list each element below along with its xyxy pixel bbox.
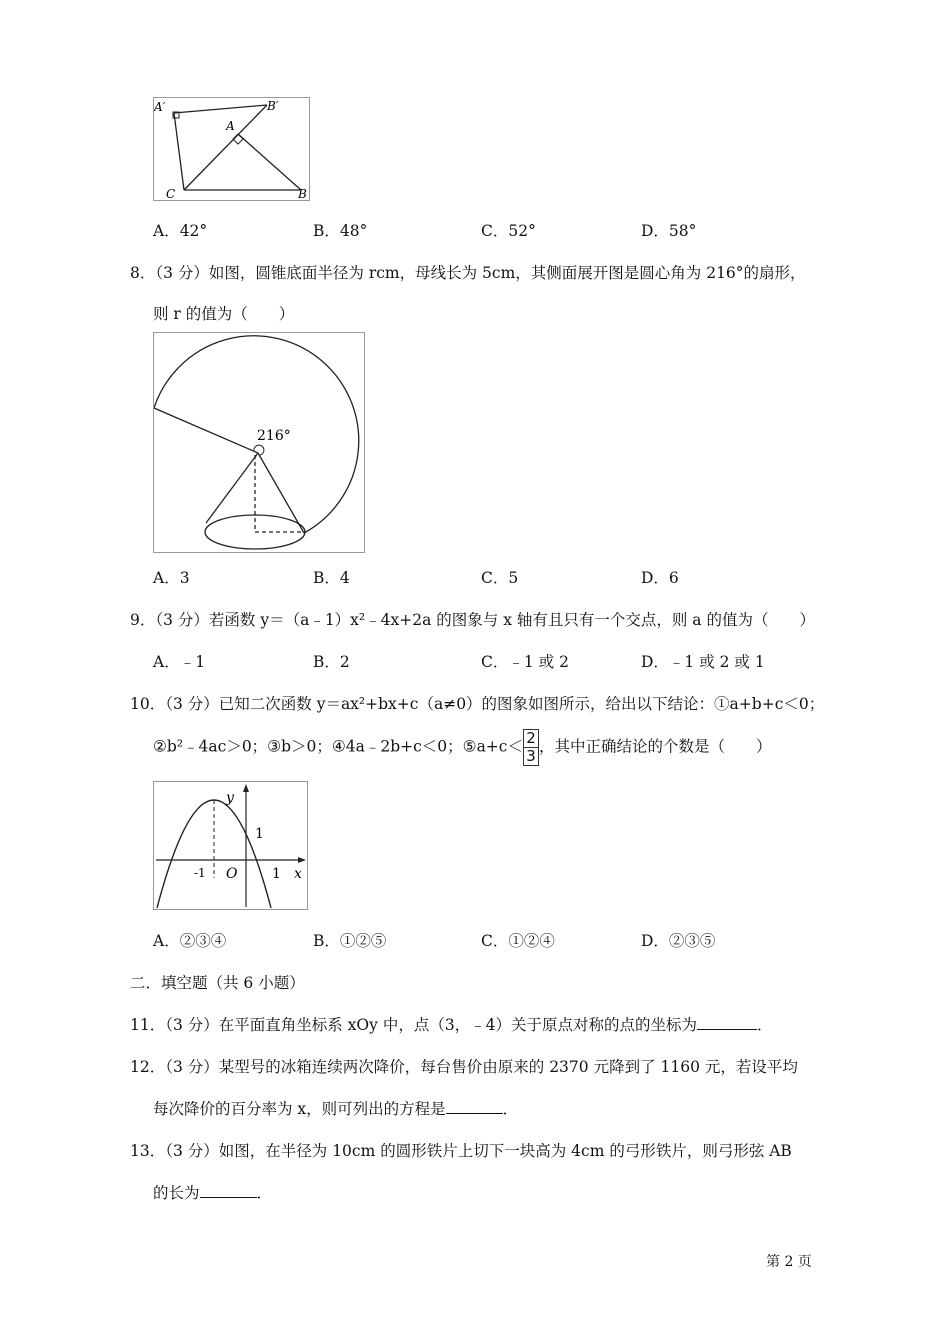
q12-line2 <box>153 1097 518 1119</box>
q8-option-d[interactable]: D．6 <box>641 569 679 587</box>
q10-option-b[interactable]: B．①②⑤ <box>313 932 387 950</box>
fraction-denominator: 3 <box>526 747 536 765</box>
axis-label-y: y <box>226 790 234 806</box>
triangle-diagram <box>154 98 309 200</box>
label-a: A <box>226 119 235 133</box>
q13-answer-blank[interactable] <box>200 1183 257 1198</box>
q11-text: 11．（3 分）在平面直角坐标系 xOy 中，点（3，﹣4）关于原点对称的点的坐标为 <box>130 1016 698 1034</box>
section-title: 二．填空题（共 6 小题） <box>130 974 305 992</box>
q13-end: ． <box>256 1184 273 1202</box>
q12-end: ． <box>502 1100 519 1118</box>
q13-line1: 13．（3 分）如图，在半径为 10cm 的圆形铁片上切下一块高为 4cm 的弓形铁片，则弓形弦 AB <box>130 1142 792 1160</box>
label-b: B <box>298 187 307 200</box>
cone-sector-diagram <box>154 333 364 552</box>
parabola-graph <box>154 782 307 909</box>
q10-figure <box>153 781 308 910</box>
origin-label: O <box>226 866 238 882</box>
q8-option-c[interactable]: C．5 <box>481 569 519 587</box>
tick-label-x1: 1 <box>272 866 281 882</box>
q7-option-c[interactable]: C．52° <box>481 222 536 240</box>
q9-option-c[interactable]: C．﹣1 或 2 <box>481 653 569 671</box>
label-a-prime: A′ <box>154 100 166 114</box>
axis-label-x: x <box>294 866 302 882</box>
q12-text: 每次降价的百分率为 x，则可列出的方程是 <box>153 1100 446 1118</box>
q9-option-b[interactable]: B．2 <box>313 653 350 671</box>
q8-option-a[interactable]: A．3 <box>153 569 190 587</box>
q9-line1: 9．（3 分）若函数 y＝（a﹣1）x²﹣4x+2a 的图象与 x 轴有且只有一个交点，则 a 的值为（ ） <box>130 611 815 629</box>
q10-line1: 10．（3 分）已知二次函数 y＝ax²+bx+c（a≠0）的图象如图所示，给出以下结论：①a+b+c＜0； <box>130 695 825 713</box>
fraction-numerator: 2 <box>524 730 538 748</box>
q8-option-b[interactable]: B．4 <box>313 569 350 587</box>
q10-line2-pre: ②b²﹣4ac＞0；③b＞0；④4a﹣2b+c＜0；⑤a+c＜ <box>153 737 523 756</box>
q10-option-c[interactable]: C．①②④ <box>481 932 555 950</box>
q7-option-b[interactable]: B．48° <box>313 222 368 240</box>
q10-line2-post: ，其中正确结论的个数是（ ） <box>538 737 772 756</box>
q8-line1: 8．（3 分）如图，圆锥底面半径为 rcm，母线长为 5cm，其侧面展开图是圆心角为 216°的扇形， <box>130 264 806 282</box>
q10-option-d[interactable]: D．②③⑤ <box>641 932 716 950</box>
fraction-two-thirds <box>523 729 539 766</box>
tick-label-y1: 1 <box>255 826 264 842</box>
label-c: C <box>166 187 176 200</box>
q12-answer-blank[interactable] <box>446 1099 503 1114</box>
q12-line1: 12．（3 分）某型号的冰箱连续两次降价，每台售价由原来的 2370 元降到了 1160 元，若设平均 <box>130 1058 798 1076</box>
q11-line1 <box>130 1013 773 1035</box>
q13-line2 <box>153 1181 272 1203</box>
q8-figure <box>153 332 365 553</box>
q13-text: 的长为 <box>153 1184 200 1202</box>
tick-label-neg1: -1 <box>194 866 206 880</box>
q7-figure <box>153 97 310 201</box>
q11-answer-blank[interactable] <box>697 1015 757 1030</box>
q10-option-a[interactable]: A．②③④ <box>153 932 227 950</box>
q9-option-a[interactable]: A．﹣1 <box>153 653 206 671</box>
q10-line2 <box>153 729 772 766</box>
q8-line2: 则 r 的值为（ ） <box>153 305 295 323</box>
angle-label: 216° <box>257 428 291 444</box>
label-b-prime: B′ <box>267 99 279 113</box>
q11-end: ． <box>757 1016 773 1034</box>
page-number: 第 2 页 <box>766 1254 812 1270</box>
q7-option-d[interactable]: D．58° <box>641 222 697 240</box>
q7-option-a[interactable]: A．42° <box>153 222 208 240</box>
q9-option-d[interactable]: D．﹣1 或 2 或 1 <box>641 653 765 671</box>
